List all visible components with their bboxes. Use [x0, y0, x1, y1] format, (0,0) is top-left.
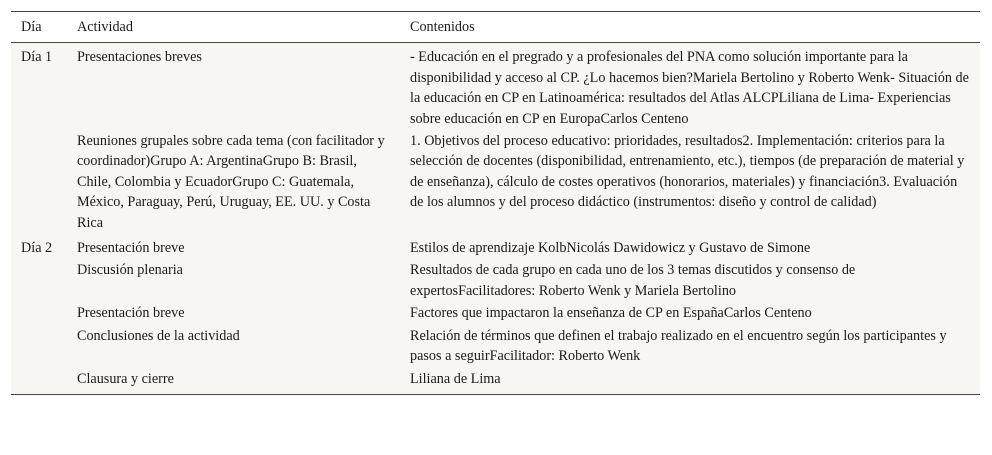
cell-actividad: Presentaciones breves — [67, 43, 400, 130]
cell-dia: Día 1 — [11, 43, 67, 130]
cell-actividad: Conclusiones de la actividad — [67, 325, 400, 368]
table-row — [11, 325, 980, 368]
cell-contenidos: Estilos de aprendizaje KolbNicolás Dawidowicz y Gustavo de Simone — [400, 234, 980, 259]
table-body — [11, 43, 980, 395]
cell-contenidos: Relación de términos que definen el trabajo realizado en el encuentro según los participantes y pasos a seguirFacilitador: Roberto Wenk — [400, 325, 980, 368]
cell-actividad: Presentación breve — [67, 302, 400, 324]
cell-actividad: Discusión plenaria — [67, 259, 400, 302]
cell-dia — [11, 259, 67, 302]
table-row — [11, 259, 980, 302]
schedule-table — [11, 11, 980, 395]
table-row — [11, 130, 980, 234]
header-dia: Día — [11, 12, 67, 43]
cell-contenidos: 1. Objetivos del proceso educativo: prioridades, resultados2. Implementación: criterios para la selección de docentes (disponibilidad, entrenamiento, etc.), tiempos (de preparación de material y de enseñanza), cálculo de costes operativos (honorarios, materiales) y financiación3. Evaluación de los alumnos y del proceso didáctico (instrumentos: diseño y control de calidad) — [400, 130, 980, 234]
table-header — [11, 12, 980, 43]
cell-dia: Día 2 — [11, 234, 67, 259]
table-row — [11, 43, 980, 130]
cell-contenidos: Resultados de cada grupo en cada uno de los 3 temas discutidos y consenso de expertosFacilitadores: Roberto Wenk y Mariela Bertolino — [400, 259, 980, 302]
table-row — [11, 302, 980, 324]
cell-dia — [11, 130, 67, 234]
header-contenidos: Contenidos — [400, 12, 980, 43]
table-row — [11, 368, 980, 395]
cell-dia — [11, 302, 67, 324]
cell-contenidos: Factores que impactaron la enseñanza de CP en EspañaCarlos Centeno — [400, 302, 980, 324]
header-actividad: Actividad — [67, 12, 400, 43]
table-row — [11, 234, 980, 259]
schedule-table-container — [11, 11, 980, 395]
cell-actividad: Clausura y cierre — [67, 368, 400, 395]
cell-contenidos: Liliana de Lima — [400, 368, 980, 395]
cell-actividad: Reuniones grupales sobre cada tema (con facilitador y coordinador)Grupo A: ArgentinaGrupo B: Brasil, Chile, Colombia y EcuadorGrupo C: Guatemala, México, Paraguay, Perú, Uruguay, EE. UU. y Costa Rica — [67, 130, 400, 234]
cell-dia — [11, 325, 67, 368]
cell-contenidos: - Educación en el pregrado y a profesionales del PNA como solución importante para la disponibilidad y acceso al CP. ¿Lo hacemos bien?Mariela Bertolino y Roberto Wenk- Situación de la educación en CP en Latinoamérica: resultados del Atlas ALCPLiliana de Lima- Experiencias sobre educación en CP en EuropaCarlos Centeno — [400, 43, 980, 130]
header-row — [11, 12, 980, 43]
cell-actividad: Presentación breve — [67, 234, 400, 259]
cell-dia — [11, 368, 67, 395]
